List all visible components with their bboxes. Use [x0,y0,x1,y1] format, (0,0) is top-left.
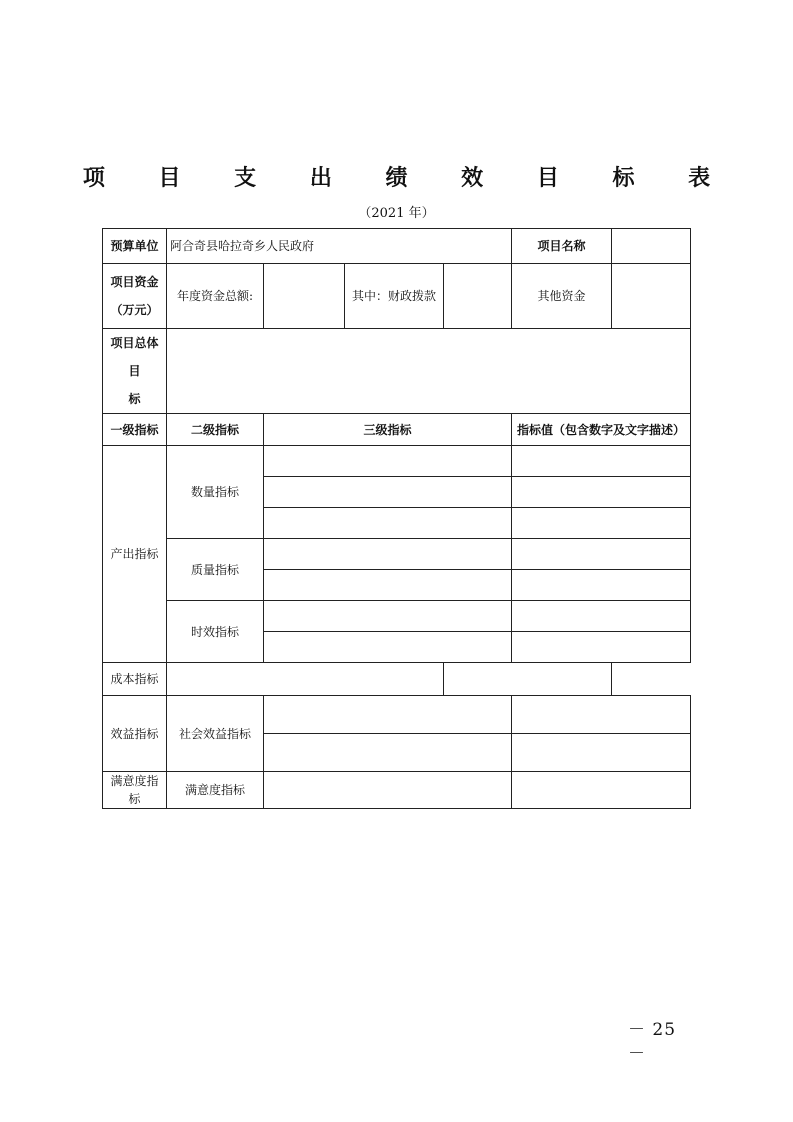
benefit-indicator-label: 效益指标 [103,696,167,772]
quantity-indicator-label: 数量指标 [167,446,264,539]
budget-unit-value[interactable]: 阿合奇县哈拉奇乡人民政府 [167,229,512,264]
timeliness-level3-cell-2[interactable] [264,632,512,663]
quantity-value-cell-1[interactable] [512,446,691,477]
table-row [103,601,691,632]
satisfaction-level3-cell[interactable] [264,772,512,809]
satisfaction-value-cell[interactable] [512,772,691,809]
project-funds-label-line2: （万元） [110,303,159,317]
quantity-value-cell-3[interactable] [512,508,691,539]
fiscal-allocation-label: 其中：财政拨款 [345,264,444,329]
quality-value-cell-2[interactable] [512,570,691,601]
overall-goal-value[interactable] [167,329,691,414]
table-row [103,539,691,570]
quality-value-cell-1[interactable] [512,539,691,570]
cost-value-cell[interactable] [444,663,612,696]
project-name-label: 项目名称 [512,229,612,264]
overall-goal-label-line1: 项目总体目 [110,336,159,378]
quantity-level3-cell-2[interactable] [264,477,512,508]
timeliness-level3-cell-1[interactable] [264,601,512,632]
annual-total-value[interactable] [264,264,345,329]
table-row [103,446,691,477]
other-funds-label: 其他资金 [512,264,612,329]
social-benefit-level3-cell-2[interactable] [264,734,512,772]
project-name-value[interactable] [612,229,691,264]
overall-goal-label [103,329,167,414]
page-number: － 25 － [628,1020,677,1064]
overall-goal-label-line2: 标 [128,392,141,406]
annual-total-label: 年度资金总额: [167,264,264,329]
project-funds-label [103,264,167,329]
table-row [103,772,691,809]
timeliness-indicator-label: 时效指标 [167,601,264,663]
row-budget-unit [103,229,691,264]
social-benefit-value-cell-1[interactable] [512,696,691,734]
cost-level3-cell[interactable] [167,663,444,696]
quality-level3-cell-2[interactable] [264,570,512,601]
output-indicator-label: 产出指标 [103,446,167,663]
performance-target-table [102,228,691,809]
quantity-level3-cell-3[interactable] [264,508,512,539]
other-funds-value[interactable] [612,264,691,329]
header-level3: 三级指标 [264,414,512,446]
social-benefit-level3-cell-1[interactable] [264,696,512,734]
header-value: 指标值（包含数字及文字描述） [512,414,691,446]
social-benefit-indicator-label: 社会效益指标 [167,696,264,772]
row-project-funds [103,264,691,329]
page-title: 项 目 支 出 绩 效 目 标 表 [82,166,734,191]
timeliness-value-cell-1[interactable] [512,601,691,632]
year-label: （2021 年） [358,206,435,221]
quality-indicator-label: 质量指标 [167,539,264,601]
satisfaction-indicator-label: 满意度指标 [103,772,167,809]
row-overall-goal [103,329,691,414]
quantity-level3-cell-1[interactable] [264,446,512,477]
header-level1: 一级指标 [103,414,167,446]
table-row [103,696,691,734]
project-funds-label-line1: 项目资金 [110,275,159,289]
header-level2: 二级指标 [167,414,264,446]
fiscal-allocation-value[interactable] [444,264,512,329]
cost-indicator-label: 成本指标 [103,663,167,696]
timeliness-value-cell-2[interactable] [512,632,691,663]
quality-level3-cell-1[interactable] [264,539,512,570]
satisfaction-sub-indicator-label: 满意度指标 [167,772,264,809]
budget-unit-label: 预算单位 [103,229,167,264]
social-benefit-value-cell-2[interactable] [512,734,691,772]
table-row [103,663,691,696]
quantity-value-cell-2[interactable] [512,477,691,508]
row-headers [103,414,691,446]
